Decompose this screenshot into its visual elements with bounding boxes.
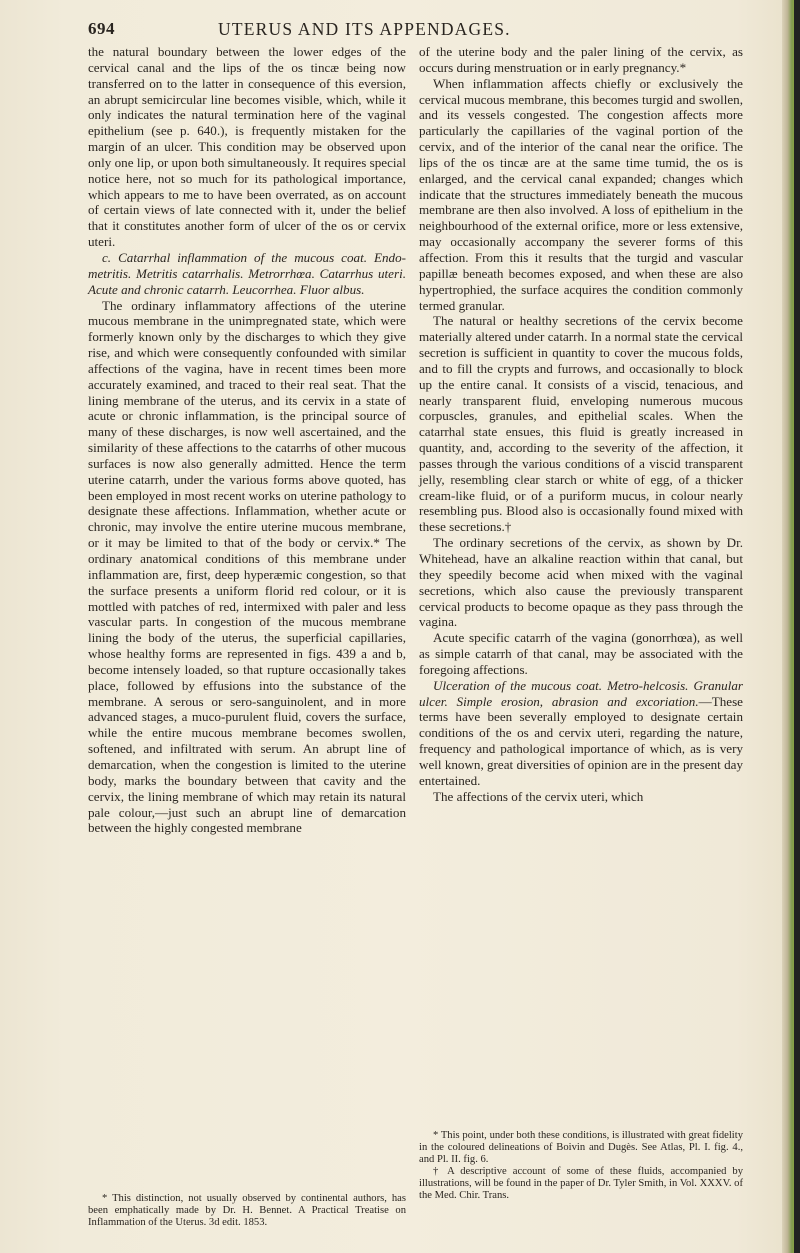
section-heading-text: c. Catarrhal inflammation of the mucous coat. Endo-metritis. Metritis catarrhalis. Metrorrhœa. Catarrhus uteri. Acute and chronic catarrh. Leucorrhea. Fluor albus. bbox=[88, 249, 406, 297]
paragraph: the natural boundary between the lower edges of the cervical canal and the lips of the os tincæ being now transferred on to the latter in consequence of this eversion, an abrupt semicircular line becomes visible, which, while it only indicates the natural termination here of the vaginal epithelium (see p. 640.), is frequently mistaken for the margin of an ulcer. This condition may be observed upon only one lip, or upon both simultaneously. It requires special notice here, not so much for its pathological importance, which appears to me to have been overrated, as on account of certain views of late connected with it, under the belief that it constitutes another form of ulcer of the os or cervix uteri. bbox=[88, 44, 406, 250]
section-heading-paragraph bbox=[419, 678, 743, 789]
page-edge-shadow bbox=[794, 0, 800, 1253]
footnote: * This distinction, not usually observed by continental authors, has been emphatically made by Dr. H. Bennet. A Practical Treatise on Inflammation of the Uterus. 3d edit. 1853. bbox=[88, 1193, 406, 1229]
section-heading: Ulceration of the mucous coat. Metro-helcosis. Granular ulcer. Simple erosion, abrasion and excoriation. bbox=[419, 677, 743, 709]
left-footnotes bbox=[88, 1193, 406, 1229]
running-head: UTERUS AND ITS APPENDAGES. bbox=[218, 19, 511, 39]
paragraph: The affections of the cervix uteri, which bbox=[433, 788, 644, 804]
paragraph: The ordinary secretions of the cervix, as shown by Dr. Whitehead, have an alkaline reaction within that canal, but they speedily become acid when mixed with the vaginal secretions, which also cause the previously transparent cervical products to become opaque as they pass through the vagina. bbox=[419, 535, 743, 630]
right-column bbox=[419, 44, 743, 805]
footnote: † A descriptive account of some of these fluids, accompanied by illustrations, will be found in the paper of Dr. Tyler Smith, in Vol. XXXV. of the Med. Chir. Trans. bbox=[419, 1166, 743, 1202]
page-header bbox=[88, 19, 748, 45]
paragraph: The natural or healthy secretions of the cervix become materially altered under catarrh. In a normal state the cervical secretion is sufficient in quantity to cover the mucous folds, and to fill the crypts and furrows, and occasionally to block up the entire canal. It consists of a viscid, tenacious, and nearly transparent fluid, enveloping numerous mucous corpuscles, granules, and epithelial scales. When the catarrhal state ensues, this fluid is greatly increased in quantity, and, according to the severity of the affection, it passes through the various conditions of a viscid transparent jelly, resembling clear starch or white of egg, of a thicker cream-like fluid, or of a puriform mucus, in colour nearly resembling pus. Blood also is occasionally found mixed with these secretions.† bbox=[419, 313, 743, 535]
page-number: 694 bbox=[88, 19, 115, 38]
paragraph: When inflammation affects chiefly or exclusively the cervical mucous membrane, this becomes turgid and swollen, and its vessels congested. The congestion affects more particularly the capillaries of the vaginal portion of the cervix, and of the interior of the canal near the orifice. The lips of the os tincæ are at the same time tumid, the os is enlarged, and the cervical canal expanded; changes which indicate that the structures immediately beneath the mucous membrane are then also involved. A loss of epithelium in the neighbourhood of the external orifice, more or less extensive, may occasionally accompany the severer forms of this affection. From this it results that the turgid and vascular papillæ beneath becomes exposed, and when these are also hypertrophied, the surface acquires the condition commonly termed granular. bbox=[419, 75, 743, 313]
paragraph: The ordinary inflammatory affections of the uterine mucous membrane in the unimpregnated state, which were formerly known only by the discharges to which they give rise, and which were consequently confounded with similar affections of the vagina, have in recent times been more accurately examined, and traced to their real seat. That the lining membrane of the uterus, and its cervix in a state of acute or chronic inflammation, is the principal source of many of these discharges, is now well ascertained, and the similarity of these affections to the catarrhs of other mucous surfaces is now also generally admitted. Hence the term uterine catarrh, under the various forms above quoted, has been employed in most recent works on uterine pathology to designate these affections. Inflammation, whether acute or chronic, may involve the entire uterine mucous membrane, or it may be limited to that of the body or cervix.* The ordinary anatomical conditions of this membrane under inflammation are, first, deep hyperæmic congestion, so that the surface presents a uniform florid red colour, or it is mottled with patches of red, intermixed with paler and less vascular parts. In congestion of the mucous membrane lining the body of the uterus, the superficial capillaries, whose healthy forms are represented in figs. 439 a and b, become intensely loaded, so that rupture occasionally takes place, followed by effusions into the substance of the membrane. A serous or sero-sanguinolent, and in more advanced stages, a muco-purulent fluid, covers the surface, while the entire mucous membrane becomes swollen, softened, and infiltrated with serum. An abrupt line of demarcation, when the congestion is limited to the uterine body, marks the boundary between that cavity and the cervix, the lining membrane of which may retain its natural pale colour,—just such an abrupt line of demarcation between the highly congested membrane bbox=[88, 297, 406, 836]
footnote: * This point, under both these conditions, is illustrated with great fidelity in the coloured delineations of Boivin and Dugès. See Atlas, Pl. I. fig. 4., and Pl. II. fig. 6. bbox=[419, 1130, 743, 1166]
right-footnotes bbox=[419, 1130, 743, 1203]
section-heading bbox=[88, 250, 406, 298]
paragraph-text: —These terms have been severally employed to designate certain conditions of the os and cervix uteri, regarding the nature, frequency and pathological importance of which, as is very well known, great diversities of opinion are in the present day entertained. bbox=[419, 693, 743, 788]
paragraph: of the uterine body and the paler lining of the cervix, as occurs during menstruation or in early pregnancy.* bbox=[419, 44, 743, 75]
left-column bbox=[88, 44, 406, 836]
paragraph: Acute specific catarrh of the vagina (gonorrhœa), as well as simple catarrh of that canal, may be associated with the foregoing affections. bbox=[419, 630, 743, 677]
